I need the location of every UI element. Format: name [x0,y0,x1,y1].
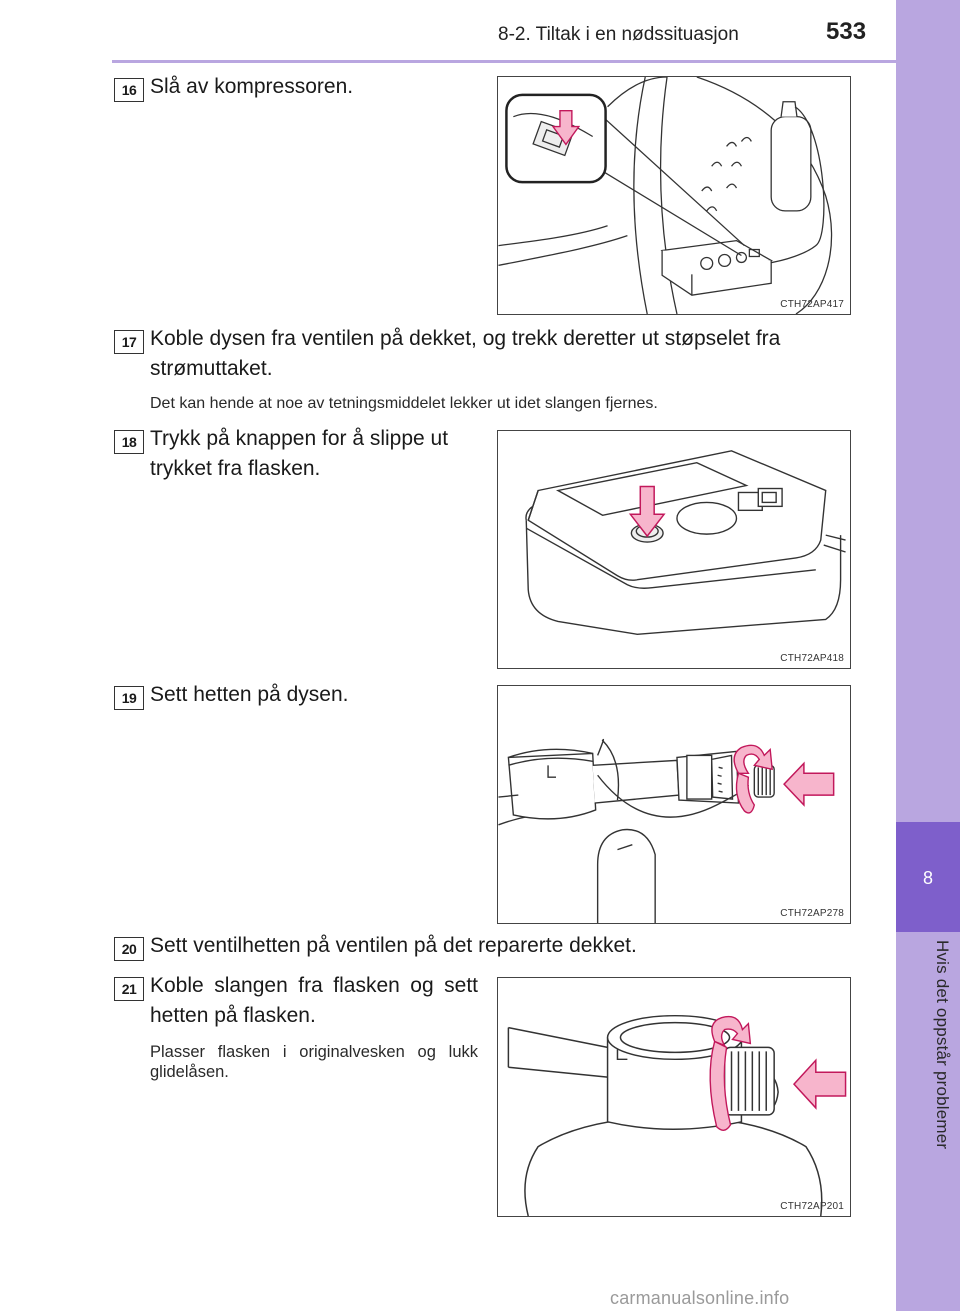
step-number-21: 21 [114,977,144,1001]
release-button-illustration [498,431,850,668]
push-arrow-icon [784,763,834,805]
figure-code: CTH72AP418 [780,653,844,664]
step-text-20: Sett ventilhetten på ventilen på det reparerte dekket. [150,934,637,957]
chapter-number: 8 [922,868,933,888]
chapter-title: Hvis det oppstår problemer [933,940,952,1150]
header-divider [112,60,896,63]
step-text-21: Koble slangen fra flasken og sett hetten på flasken. [150,974,478,1027]
section-title: 8-2. Tiltak i en nødssituasjon [498,24,739,45]
step-number-18: 18 [114,430,144,454]
figure-release-button [497,430,851,669]
figure-code: CTH72AP201 [780,1201,844,1212]
compressor-switch-illustration [498,77,850,314]
step-number-17: 17 [114,330,144,354]
chapter-tab[interactable] [896,822,960,932]
step-note-21: Plasser flasken i originalvesken og lukk glidelåsen. [150,1043,478,1081]
figure-code: CTH72AP417 [780,299,844,310]
step-note-17: Det kan hende at noe av tetningsmiddelet lekker ut idet slangen fjernes. [150,395,658,412]
figure-nozzle-cap [497,685,851,924]
step-text-19: Sett hetten på dysen. [150,683,349,706]
figure-bottle-cap [497,977,851,1217]
nozzle-cap-illustration [498,686,850,923]
step-text-16: Slå av kompressoren. [150,75,354,98]
figure-compressor-switch [497,76,851,315]
step-number-20: 20 [114,937,144,961]
step-text-18: Trykk på knappen for å slippe ut trykket fra flasken. [150,427,449,480]
step-number-16: 16 [114,78,144,102]
step-number-19: 19 [114,686,144,710]
page-number: 533 [826,18,867,45]
watermark: carmanualsonline.info [610,1288,790,1308]
bottle-cap-illustration [498,978,850,1216]
step-text-17: Koble dysen fra ventilen på dekket, og trekk deretter ut støpselet fra strømuttaket. [150,327,781,380]
figure-code: CTH72AP278 [780,908,844,919]
push-arrow-icon [794,1060,846,1108]
